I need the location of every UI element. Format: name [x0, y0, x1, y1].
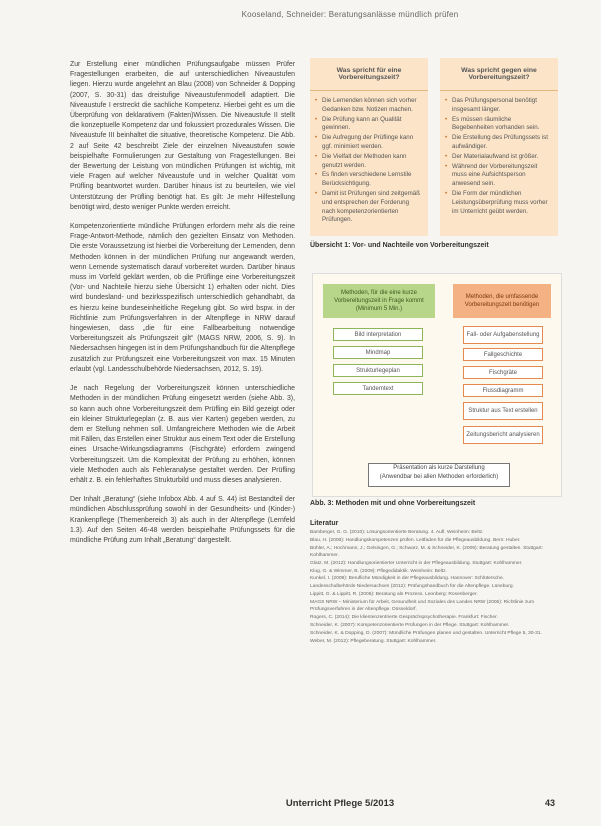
literature-entry: Glatz, M. (2012): Handlungsorientierter Unterricht in der Pflegeausbildung. Stuttgart: Kohlhammer. [310, 560, 523, 566]
paragraph-4: Der Inhalt „Beratung“ (siehe Infobox Abb. 4 auf S. 44) ist Bestandteil der mündlichen Abschlussprüfung sowohl in der Gesundheits- und (Kinder-) Krankenpflege (Themenbereich 3) als auch in der Altenpflege (Lernfeld 1.3). Auf den Seiten 46-48 werden beispielhafte Prüfungssets für die mündliche Prüfung zum Inhalt „Beratung“ dargestellt. [70, 496, 295, 544]
method-box: Fischgräte [463, 366, 543, 379]
pro-item: • Die Vielfalt der Methoden kann genutzt werden. [322, 153, 422, 171]
con-heading: Was spricht gegen eine Vorbereitungszeit? [440, 58, 558, 91]
con-list [440, 97, 558, 216]
literature-entry: Bühler, A.; Hochmann, J.; Gelsingen, G.; Schwarz, M. & Schneider, K. (2009): Beratung gestalten. Stuttgart: Kohlhammer. [310, 545, 543, 558]
method-box: Mindmap [333, 346, 423, 359]
literature-entry: Kunkel, I. (2008): Berufliche Mündigkeit in der Pflegeausbildung. Hannover: Schlütersche. [310, 576, 505, 582]
running-head: Kooseland, Schneider: Beratungsanlässe mündlich prüfen [241, 10, 459, 19]
con-item: • Die Erstellung des Prüfungssets ist aufwändiger. [452, 134, 552, 152]
con-item: • Während der Vorbereitungszeit muss eine Aufsichtsperson anwesend sein. [452, 163, 552, 189]
presentation-title: Präsentation als kurze Darstellung [393, 465, 485, 471]
journal-footer: Unterricht Pflege 5/2013 [285, 798, 395, 809]
pro-item: • Die Aufregung der Prüflinge kann ggf. minimiert werden. [322, 134, 422, 152]
literature-entry: Weber, M. (2012): Pflegeberatung. Stuttgart: Kohlhammer. [310, 638, 437, 644]
long-prep-heading: Methoden, die umfassende Vorbereitungszeit benötigen [453, 284, 551, 318]
page-number: 43 [545, 798, 556, 808]
pro-heading: Was spricht für eine Vorbereitungszeit? [310, 58, 428, 91]
overview-caption: Übersicht 1: Vor- und Nachteile von Vorbereitungszeit [310, 242, 489, 249]
literature-entry: Blau, H. (2008): Handlungskompetenzen prüfen. Leitfaden für die Pflegeausbildung. Bern: Huber. [310, 537, 521, 543]
presentation-subtitle: (Anwendbar bei allen Methoden erforderlich) [379, 474, 499, 480]
literature-entry: Lippitt, G. & Lippitt, R. (2006): Beratung als Prozess. Leonberg: Rosenberger. [310, 592, 478, 598]
method-box: Flussdiagramm [463, 384, 543, 397]
literature-entry: MAGS NRW – Ministerium für Arbeit, Gesundheit und Soziales des Landes NRW (2006): Richtlinie zum Prüfungsverfahren in der Altenpflege. Düsseldorf. [310, 600, 535, 613]
literature-section [310, 520, 560, 647]
method-box: Fall- oder Aufgabenstellung [463, 326, 543, 344]
con-column [440, 58, 558, 236]
con-item: • Die Form der mündlichen Leistungsüberprüfung muss vorher im Unterricht geübt werden. [452, 190, 552, 216]
literature-entry: Schneider, K. (2007): Kompetenzorientierte Prüfungen in der Pflege. Stuttgart: Kohlhammer. [310, 622, 510, 628]
method-box: Tandemtext [333, 382, 423, 395]
method-box: Struktur aus Text erstellen [463, 402, 543, 420]
methods-diagram [312, 273, 562, 497]
literature-entry: Schneider, K. & Dopping, D. (2007): Mündliche Prüfungen planen und gestalten. Unterricht Pflege 5, 30-31. [310, 630, 542, 636]
literature-title: Literatur [310, 520, 339, 527]
presentation-box [368, 463, 510, 487]
pro-item: • Damit ist Prüfungen sind zeitgemäß und entsprechen der Forderung nach kompetenzorientierten Prüfungen. [322, 190, 422, 225]
literature-entry: Klug, G. & Wimmer, B. (2009): Pflegedidaktik. Weinheim: Beltz. [310, 568, 447, 574]
literature-entry: Landesschulbehörde Niedersachsen (2012): Prüfungshandbuch für die Altenpflege. Lüneburg. [310, 584, 514, 590]
pro-list [310, 97, 428, 225]
figure3-caption: Abb. 3: Methoden mit und ohne Vorbereitungszeit [310, 500, 476, 507]
con-item: • Das Prüfungspersonal benötigt insgesamt länger. [452, 97, 552, 115]
paragraph-2: Kompetenzorientierte mündliche Prüfungen erfordern mehr als die reine Frage-Antwort-Methode, nämlich den gezielten Einsatz von Methoden. Die erste Voraussetzung ist hierbei die Vorbereitung der Lernenden, denn Methoden können in der mündlichen Prüfung nur angewandt werden, wenn Lernende systematisch darauf vorbereitet wurden. Darüber hinaus muss im Vorfeld geklärt werden, ob die Prüflinge eine Vorbereitungszeit (Vor- und Nachteile hierzu siehe Übersicht 1) erhalten oder nicht. Dies wird bundesland- und bezirksspezifisch unterschiedlich gehandhabt, da es hierzu keine bundeseinheitliche Regelung gibt. So wird bspw. in der Richtlinie zum Prüfungsverfahren in der Altenpflege in NRW darauf hingewiesen, dass „die für eine Fallbearbeitung notwendige Vorbereitungszeit als Prüfungszeit gilt“ (MAGS NRW, 2006, S. 9). In Niedersachsen hingegen ist in dem Prüfungshandbuch für die Altenpflege zusätzlich zur Prüfungszeit eine Vorbereitungszeit von max. 15 Minuten erlaubt (vgl. Landesschulbehörde Niedersachsen, 2012, S. 19). [70, 223, 295, 373]
method-box: Fallgeschichte [463, 348, 543, 361]
pro-column [310, 58, 428, 236]
con-item: • Es müssen räumliche Begebenheiten vorhanden sein. [452, 116, 552, 134]
pro-item: • Die Lernenden können sich vorher Gedanken bzw. Notizen machen. [322, 97, 422, 115]
literature-entry: Bamberger, G. G. (2010): Lösungsorientierte Beratung. 4. Aufl. Weinheim: Beltz. [310, 530, 484, 535]
pro-item: • Es finden verschiedene Lernstile Berücksichtigung. [322, 171, 422, 189]
short-prep-heading: Methoden, für die eine kurze Vorbereitungszeit in Frage kommt (Minimum 5 Min.) [323, 284, 435, 318]
paragraph-1: Zur Erstellung einer mündlichen Prüfungsaufgabe müssen Prüfer Fragestellungen erarbeiten, die auf unterschiedlichen Niveaustufen liegen. Hierzu wurde angelehnt an Blau (2008) von Schneider & Dopping (2007, S. 30-31) das dreistufige Niveaustufenmodell adaptiert. Die Niveaustufe I erstreckt die sachliche Kompetenz. Hierbei geht es um die Überprüfung von deklarativem (Fakten)Wissen. Die Niveaustufe II stellt die konzeptuelle Kompetenz dar und fokussiert prozedurales Wissen. Die Niveaustufe III beinhaltet die situative, theoretische Kompetenz. Die Abb. 2 auf Seite 42 beschreibt Ziele der einzelnen Niveaustufen sowie beispielhafte Formulierungen zur Gestaltung von Fragestellungen. Bei der Bewertung der Leistung von mündlichen Prüfungen ist wichtig, mit viele Fragen auf welcher Niveaustufe und in welcher Qualität vom Prüfling beantwortet wurden. Darüber hinaus ist zu beurteilen, wie viel Unterstützung der Prüfling benötigt hat. Es gilt: Je mehr Hilfestellung benötigt wird, desto weniger Punkte werden erreicht. [70, 61, 295, 211]
method-box: Strukturlegeplan [333, 364, 423, 377]
literature-entry: Rogers, C. (2014): Die klientenzentrierte Gesprächspsychotherapie. Frankfurt: Fischer. [310, 614, 498, 620]
pro-item: • Die Prüfung kann an Qualität gewinnen. [322, 116, 422, 134]
paragraph-3: Je nach Regelung der Vorbereitungszeit können unterschiedliche Methoden in der mündlichen Prüfung eingesetzt werden (siehe Abb. 3), so kann auch ohne Vorbereitungszeit dem Prüfling ein Bild gezeigt oder ein kleiner Strukturlegeplan (z. B. aus vier Karten) gegeben werden, zu dem er Stellung nehmen soll. Umfangreichere Methoden wie die Arbeit mit Fällen, das Erstellen einer Struktur aus einem Text oder die Erstellung eines Ursache-Wirkungsdiagramms (Fischgräte) erfordern zwingend Vorbereitungszeit. Um die Komplexität der Prüfung zu erhöhen, können viele Methoden auch als Fehleranalyse gestaltet werden. Der Prüfling erhält z. B. ein fehlerhaftes Strukturbild und muss dieses analysieren. [70, 385, 295, 484]
overview-pro-con-table [310, 58, 560, 238]
method-box: Bild interpretation [333, 328, 423, 341]
main-text-column [70, 60, 295, 555]
con-item: • Der Materialaufwand ist größer. [452, 153, 552, 162]
method-box: Zeitungsbericht analysieren [463, 426, 543, 444]
